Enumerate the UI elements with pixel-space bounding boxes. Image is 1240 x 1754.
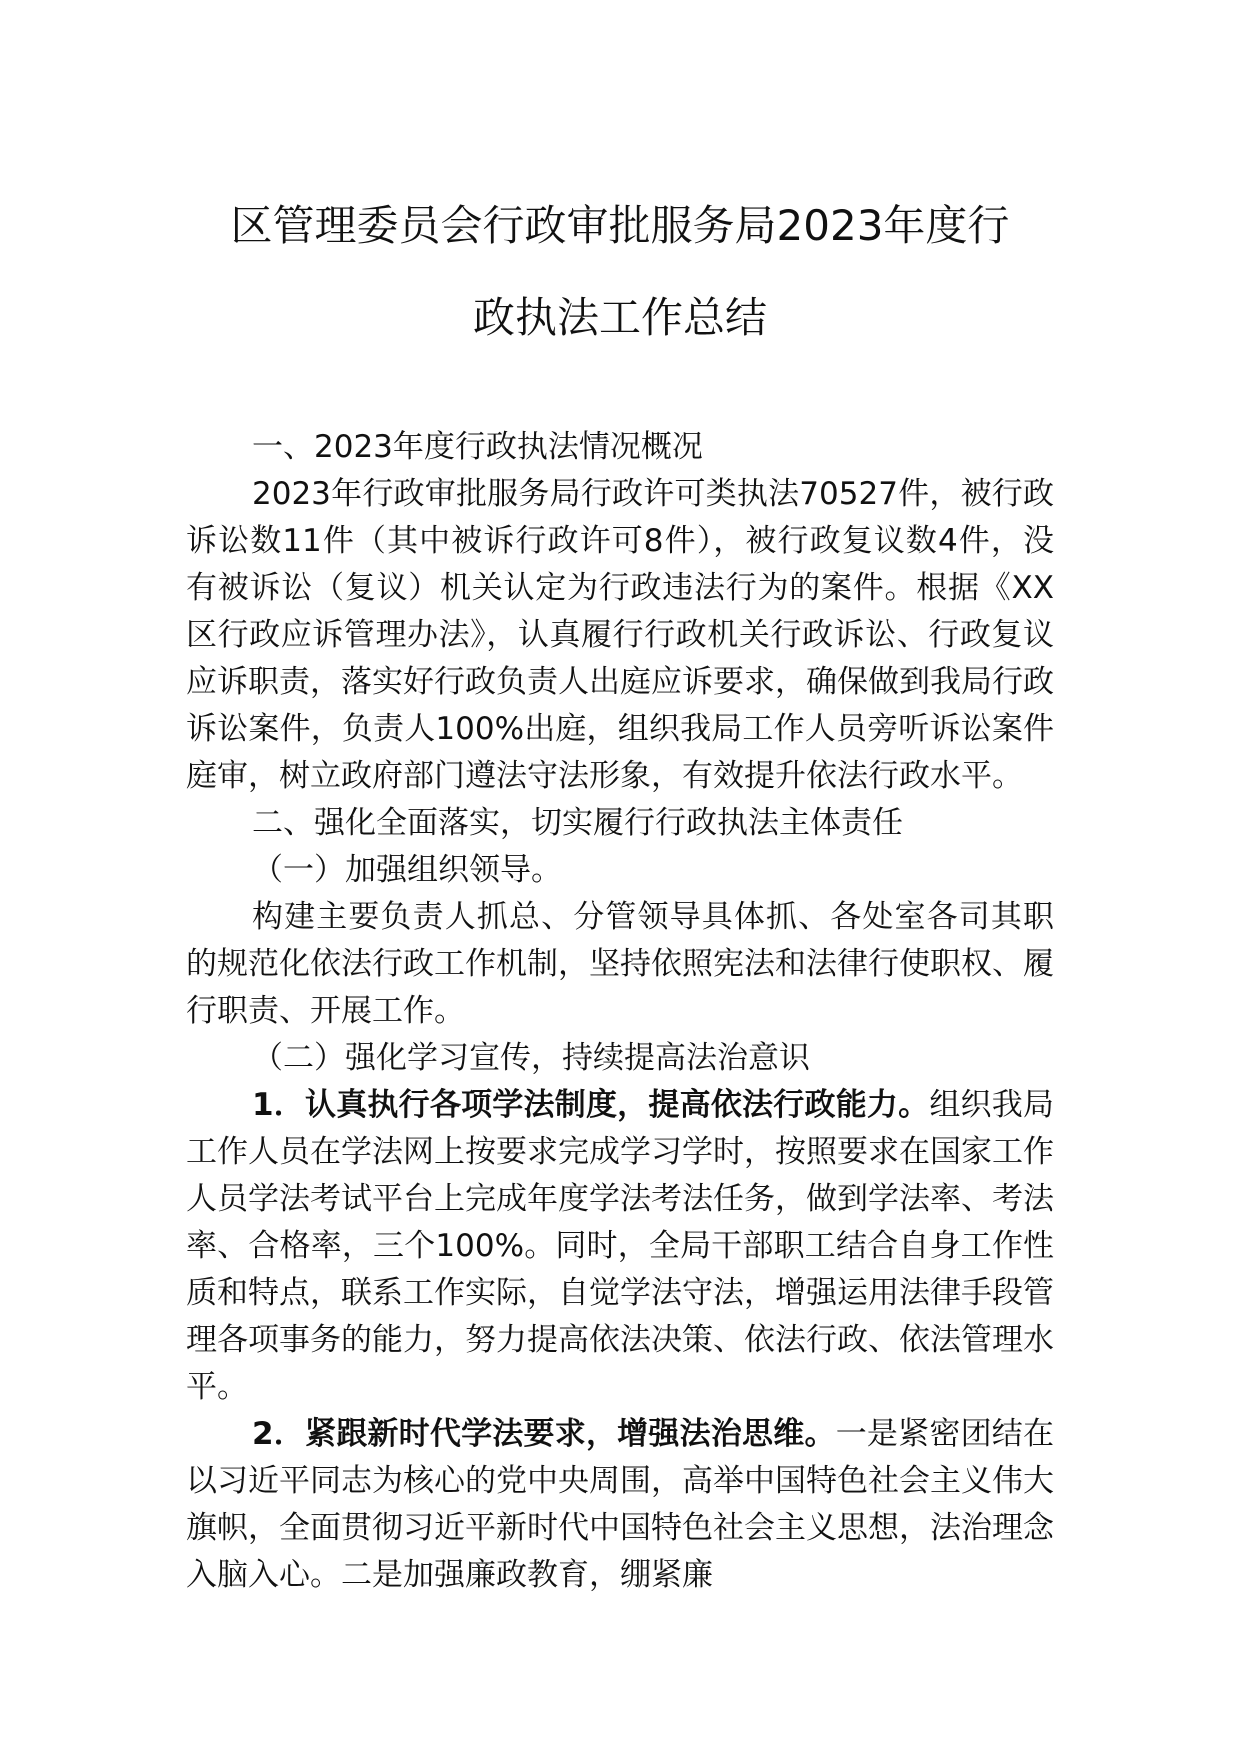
- title-line-2: 政执法工作总结: [472, 293, 767, 342]
- paragraph-study-system: [186, 1082, 1054, 1411]
- subheading-organization: [186, 847, 1054, 894]
- paragraph-text: （二）强化学习宣传，持续提高法治意识: [252, 1040, 810, 1076]
- paragraph-text: 2023年行政审批服务局行政许可类执法70527件，被行政诉讼数11件（其中被诉行政许可8件），被行政复议数4件，没有被诉讼（复议）机关认定为行政违法行为的案件。根据《XX区行政应诉管理办法》，认真履行行政机关行政诉讼、行政复议应诉职责，落实好行政负责人出庭应诉要求，确保做到我局行政诉讼案件，负责人100%出庭，组织我局工作人员旁听诉讼案件庭审，树立政府部门遵法守法形象，有效提升依法行政水平。: [186, 476, 1054, 794]
- subheading-study: [186, 1035, 1054, 1082]
- paragraph-overview: [186, 471, 1054, 800]
- paragraph-text: 构建主要负责人抓总、分管领导具体抓、各处室各司其职的规范化依法行政工作机制，坚持依照宪法和法律行使职权、履行职责、开展工作。: [186, 899, 1054, 1029]
- paragraph-text: （一）加强组织领导。: [252, 852, 562, 888]
- paragraph-text: 一、2023年度行政执法情况概况: [252, 429, 703, 465]
- paragraph-text: 一是紧密团结在以习近平同志为核心的党中央周围，高举中国特色社会主义伟大旗帜，全面贯彻习近平新时代中国特色社会主义思想，法治理念入脑入心。二是加强廉政教育，绷紧廉: [186, 1416, 1055, 1593]
- title-line-1: 区管理委员会行政审批服务局2023年度行: [230, 201, 1010, 250]
- section-heading-overview: [186, 424, 1054, 471]
- document-body: [186, 424, 1054, 1599]
- section-heading-responsibility: [186, 800, 1054, 847]
- paragraph-text: 组织我局工作人员在学法网上按要求完成学习学时，按照要求在国家工作人员学法考试平台上完成年度学法考法任务，做到学法率、考法率、合格率，三个100%。同时，全局干部职工结合自身工作性质和特点，联系工作实际，自觉学法守法，增强运用法律手段管理各项事务的能力，努力提高依法决策、依法行政、依法管理水平。: [186, 1087, 1054, 1405]
- paragraph-lead: 1．认真执行各项学法制度，提高依法行政能力。: [252, 1087, 930, 1123]
- paragraph-text: 二、强化全面落实，切实履行行政执法主体责任: [252, 805, 903, 841]
- paragraph-lead: 2．紧跟新时代学法要求，增强法治思维。: [252, 1416, 836, 1452]
- document-title: [150, 180, 1090, 364]
- paragraph-new-era: [186, 1411, 1054, 1599]
- paragraph-mechanism: [186, 894, 1054, 1035]
